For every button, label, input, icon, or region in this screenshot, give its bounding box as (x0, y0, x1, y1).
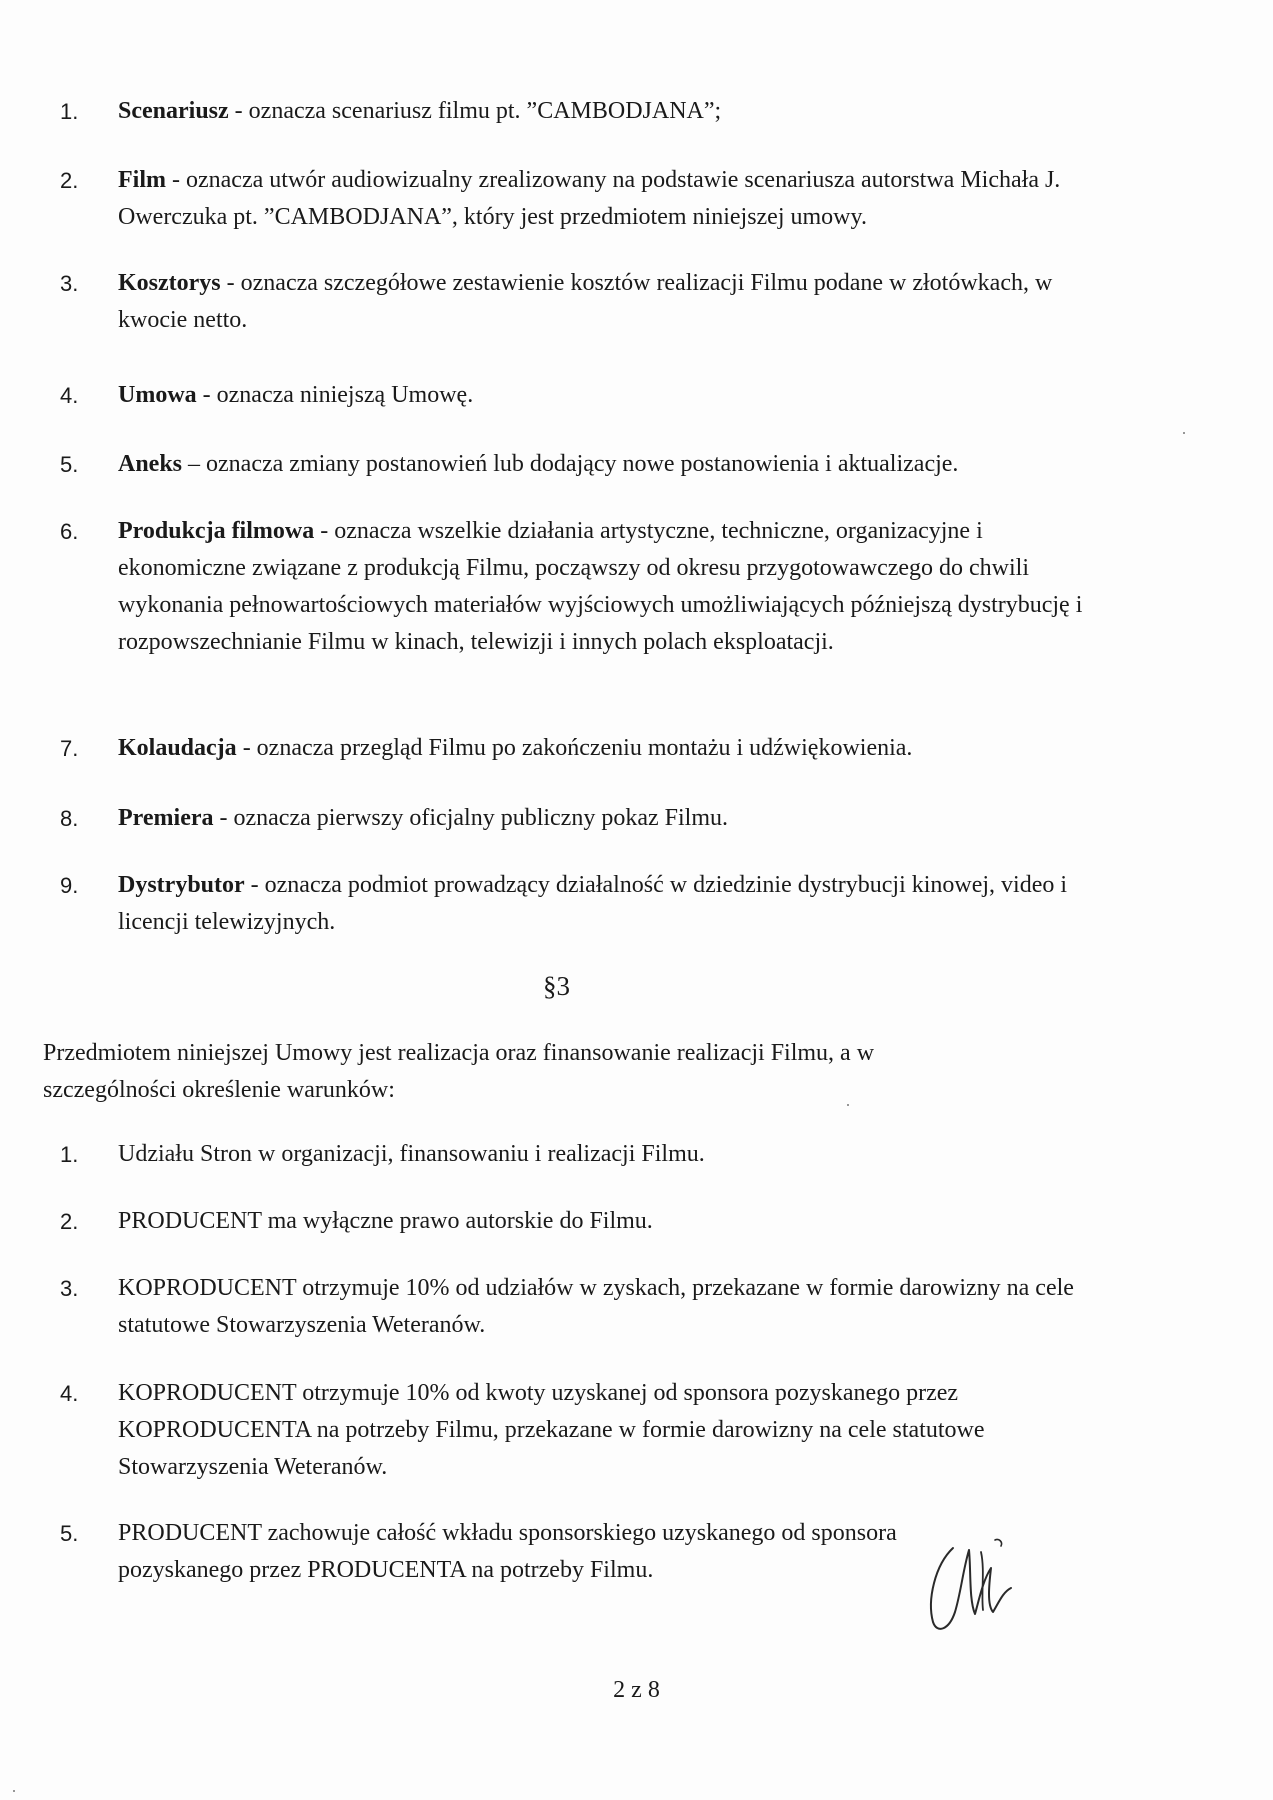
definition-item (60, 265, 1100, 339)
definition-text: - oznacza utwór audiowizualny zrealizowany na podstawie scenariusza autorstwa Michała J. Owerczuka pt. ”CAMBODJANA”, który jest przedmiotem niniejszej umowy. (118, 167, 1061, 230)
condition-item (60, 1270, 1100, 1344)
handwritten-initials (925, 1530, 1015, 1635)
defined-term: Kolaudacja (118, 735, 237, 761)
definition-item (60, 93, 1100, 130)
item-number: 2. (60, 168, 79, 193)
definition-text: - oznacza niniejszą Umowę. (196, 382, 474, 408)
definition-text: - oznacza podmiot prowadzący działalność w dziedzinie dystrybucji kinowej, video i licencji telewizyjnych. (118, 872, 1068, 935)
item-number: 5. (60, 1521, 79, 1546)
defined-term: Scenariusz (118, 98, 229, 124)
definition-text: - oznacza pierwszy oficjalny publiczny pokaz Filmu. (213, 805, 728, 831)
item-number: 3. (60, 271, 79, 296)
defined-term: Premiera (118, 805, 214, 831)
condition-text: KOPRODUCENT otrzymuje 10% od kwoty uzyskanej od sponsora pozyskanego przez KOPRODUCENTA na potrzeby Filmu, przekazane w formie darowizny na cele statutowe Stowarzyszenia Weteranów. (118, 1380, 985, 1480)
definition-text: - oznacza szczegółowe zestawienie kosztów realizacji Filmu podane w złotówkach, w kwocie netto. (118, 270, 1053, 333)
section-heading: §3 (543, 971, 570, 1001)
item-number: 8. (60, 806, 79, 831)
item-number: 1. (60, 99, 79, 124)
condition-text: KOPRODUCENT otrzymuje 10% od udziałów w zyskach, przekazane w formie darowizny na cele statutowe Stowarzyszenia Weteranów. (118, 1275, 1074, 1338)
condition-item (60, 1515, 990, 1589)
defined-term: Dystrybutor (118, 872, 245, 898)
definition-item (60, 162, 1100, 236)
definition-text: - oznacza scenariusz filmu pt. ”CAMBODJANA”; (228, 98, 722, 124)
item-number: 6. (60, 519, 79, 544)
section-intro: Przedmiotem niniejszej Umowy jest realizacja oraz finansowanie realizacji Filmu, a w szczególności określenie warunków: (43, 1040, 875, 1103)
definition-item (60, 800, 1100, 837)
item-number: 4. (60, 383, 79, 408)
item-number: 1. (60, 1142, 79, 1167)
definition-item (60, 377, 1100, 414)
condition-item (60, 1203, 1100, 1240)
defined-term: Kosztorys (118, 270, 221, 296)
condition-text: Udziału Stron w organizacji, finansowaniu i realizacji Filmu. (118, 1141, 705, 1167)
scan-speck (13, 1790, 15, 1792)
item-number: 9. (60, 873, 79, 898)
definition-item (60, 446, 1100, 483)
defined-term: Aneks (118, 451, 183, 477)
definition-item (60, 513, 1100, 661)
item-number: 3. (60, 1276, 79, 1301)
condition-text: PRODUCENT ma wyłączne prawo autorskie do Filmu. (118, 1208, 653, 1234)
condition-item (60, 1136, 1100, 1173)
definition-item (60, 867, 1100, 941)
definition-text: – oznacza zmiany postanowień lub dodający nowe postanowienia i aktualizacje. (182, 451, 959, 477)
defined-term: Produkcja filmowa (118, 518, 315, 544)
definition-text: - oznacza przegląd Filmu po zakończeniu montażu i udźwiękowienia. (236, 735, 913, 761)
condition-text: PRODUCENT zachowuje całość wkładu sponsorskiego uzyskanego od sponsora pozyskanego przez PRODUCENTA na potrzeby Filmu. (118, 1520, 897, 1583)
item-number: 4. (60, 1381, 79, 1406)
page-number: 2 z 8 (613, 1677, 660, 1703)
defined-term: Film (118, 167, 166, 193)
item-number: 2. (60, 1209, 79, 1234)
definition-item (60, 730, 1100, 767)
scan-speck (847, 1104, 849, 1106)
condition-item (60, 1375, 1100, 1486)
item-number: 7. (60, 736, 79, 761)
item-number: 5. (60, 452, 79, 477)
definition-text: - oznacza wszelkie działania artystyczne, techniczne, organizacyjne i ekonomiczne związane z produkcją Filmu, począwszy od okresu przygotowawczego do chwili wykonania pełnowartościowych materiałów wyjściowych umożliwiających późniejszą dystrybucję i rozpowszechnianie Filmu w kinach, telewizji i innych polach eksploatacji. (118, 518, 1083, 655)
scan-speck (1183, 432, 1185, 434)
defined-term: Umowa (118, 382, 197, 408)
